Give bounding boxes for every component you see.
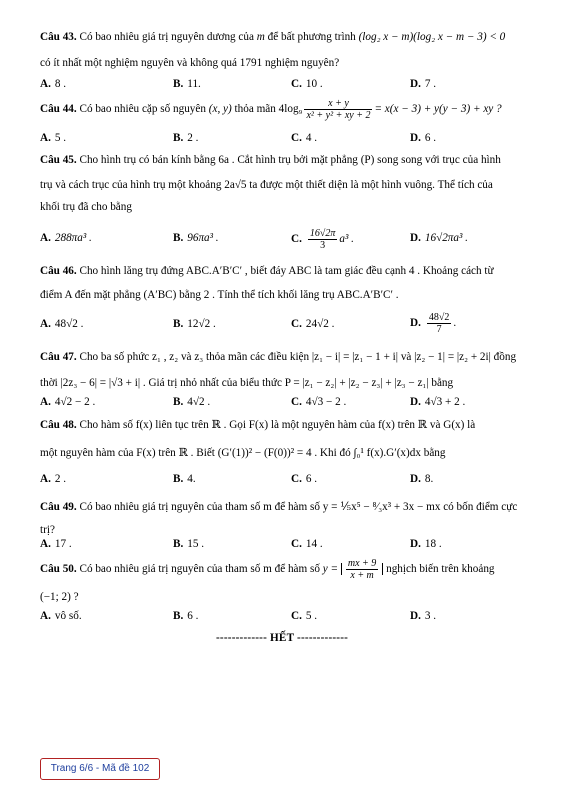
question-50: Câu 50. Có bao nhiêu giá trị nguyên của tham số m để hàm số y = $\frac{mx + 9}{x + m}$ nghịch biến trên khoảng (40, 557, 495, 581)
option-b: 15 . (187, 538, 205, 550)
option-c: 14 . (305, 538, 323, 550)
option-c: 6 . (305, 473, 318, 485)
question-text: để bất phương trình (267, 31, 356, 43)
options-49: A. 17 . B. 15 . C. 14 . D. 18 . (40, 538, 442, 550)
options-43: A. 8 . B. 11. C. 10 . D. 7 . (40, 78, 437, 90)
options-48: A. 2 . B. 4. C. 6 . D. 8. (40, 473, 434, 485)
options-45: A. 288πa³ . B. 96πa³ . C. $\frac{16√2\pi}{3}$ a³ . D. 16√2πa³ . (40, 228, 468, 251)
question-49: Câu 49. Có bao nhiêu giá trị nguyên của tham số m để hàm số y = ⅕x⁵ − ⁸⁄₃x³ + 3x − mx có bốn điểm cực (40, 501, 518, 513)
question-43: Câu 43. Có bao nhiêu giá trị nguyên dương của m để bất phương trình (log₂ x − m)(log₂ x − m − 3) < 0 (40, 31, 506, 43)
question-45-line2: trụ và cách trục của hình trụ một khoảng 2a√5 ta được một thiết diện là một hình vuông. Thể tích của (40, 179, 493, 191)
question-43-line2: có ít nhất một nghiệm nguyên và không quá 1791 nghiệm nguyên? (40, 57, 340, 69)
option-a: vô số. (54, 610, 82, 622)
option-a: 17 . (54, 538, 72, 550)
question-45: Câu 45. Cho hình trụ có bán kính bằng 6a . Cắt hình trụ bởi mặt phẳng (P) song song với trục của hình (40, 154, 501, 166)
question-47: Câu 47. Cho ba số phức z₁ , z₂ và z₃ thỏa mãn các điều kiện |z₁ − i| = |z₁ − 1 + i| và |z₂ − 1| = |z₂ + 2i| đồng (40, 351, 517, 363)
option-b: 6 . (187, 610, 199, 622)
option-a: 4√2 − 2 . (54, 396, 96, 408)
options-44: A. 5 . B. 2 . C. 4 . D. 6 . (40, 132, 437, 144)
option-c: 10 . (305, 78, 323, 90)
option-c: 4 . (305, 132, 318, 144)
option-c: 4√3 − 2 . (305, 396, 347, 408)
option-b: 11. (187, 78, 201, 90)
question-45-line3: khối trụ đã cho bằng (40, 201, 132, 213)
question-label: Câu 43. (40, 31, 77, 43)
page-footer: Trang 6/6 - Mã đề 102 (40, 758, 160, 780)
options-46: A. 48√2 . B. 12√2 . C. 24√2 . D. $\frac{48√2}{7}$ . (40, 312, 457, 335)
options-50: A. vô số. B. 6 . C. 5 . D. 3 . (40, 610, 437, 622)
question-text: Có bao nhiêu giá trị nguyên dương của (79, 31, 254, 43)
option-d: 16√2πa³ . (424, 232, 468, 244)
option-a: 2 . (54, 473, 67, 485)
option-c: 5 . (305, 610, 318, 622)
question-44: Câu 44. Có bao nhiêu cặp số nguyên (x, y) thỏa mãn 4log₉ $\frac{x + y}{\text{x² + y² + xy + 2}}$ = x(x − 3) + y(y − 3) + xy ? (40, 97, 502, 121)
question-48: Câu 48. Cho hàm số f(x) liên tục trên ℝ . Gọi F(x) là một nguyên hàm của f(x) trên ℝ và G(x) là (40, 419, 476, 431)
question-label: Câu 50. (40, 563, 77, 575)
question-49-line2: trị? (40, 524, 55, 536)
option-d: . (453, 317, 457, 330)
option-d: 8. (424, 473, 434, 485)
question-46: Câu 46. Cho hình lăng trụ đứng ABC.A′B′C′ , biết đáy ABC là tam giác đều cạnh 4 . Khoảng cách từ (40, 265, 494, 277)
option-b: 4√2 . (187, 396, 211, 408)
option-d: 7 . (424, 78, 437, 90)
question-label: Câu 46. (40, 265, 77, 277)
fraction: $\frac{mx + 9}{x + m}$ (347, 557, 377, 581)
question-46-line2: điểm A đến mặt phẳng (A′BC) bằng 2 . Tính thể tích khối lăng trụ ABC.A′B′C′ . (40, 289, 399, 301)
option-a: 8 . (54, 78, 67, 90)
option-a: 5 . (54, 132, 67, 144)
option-c: a³ . (339, 233, 354, 246)
question-48-line2: một nguyên hàm của F(x) trên ℝ . Biết (G′(1))² − (F(0))² = 4 . Khi đó ∫₀¹ f(x).G′(x)dx bằng (40, 447, 446, 459)
end-marker: ------------- HẾT ------------- (216, 632, 349, 644)
question-50-line2: (−1; 2) ? (40, 591, 79, 603)
question-label: Câu 48. (40, 419, 77, 431)
option-d: 6 . (424, 132, 437, 144)
option-a: 48√2 . (54, 318, 84, 330)
fraction: $\frac{x + y}{\text{x² + y² + xy + 2}}$ (306, 97, 371, 121)
option-d: 18 . (424, 538, 442, 550)
option-b: 12√2 . (187, 318, 216, 330)
question-label: Câu 49. (40, 501, 77, 513)
question-label: Câu 45. (40, 154, 77, 166)
math-expression: (log₂ x − m)(log₂ x − m − 3) < 0 (358, 31, 506, 43)
option-d: 3 . (424, 610, 437, 622)
option-b: 96πa³ . (187, 232, 219, 244)
options-47: A. 4√2 − 2 . B. 4√2 . C. 4√3 − 2 . D. 4√3 + 2 . (40, 396, 466, 408)
option-b: 4. (187, 473, 196, 485)
question-label: Câu 47. (40, 351, 77, 363)
option-d: 4√3 + 2 . (424, 396, 466, 408)
option-c: 24√2 . (305, 318, 335, 330)
option-a: 288πa³ . (54, 232, 92, 244)
option-b: 2 . (187, 132, 199, 144)
question-label: Câu 44. (40, 103, 77, 115)
question-47-line2: thời |2z₃ − 6| = |√3 + i| . Giá trị nhỏ nhất của biểu thức P = |z₁ − z₂| + |z₂ − z₃| + |z₃ − z₁| bằng (40, 377, 454, 389)
